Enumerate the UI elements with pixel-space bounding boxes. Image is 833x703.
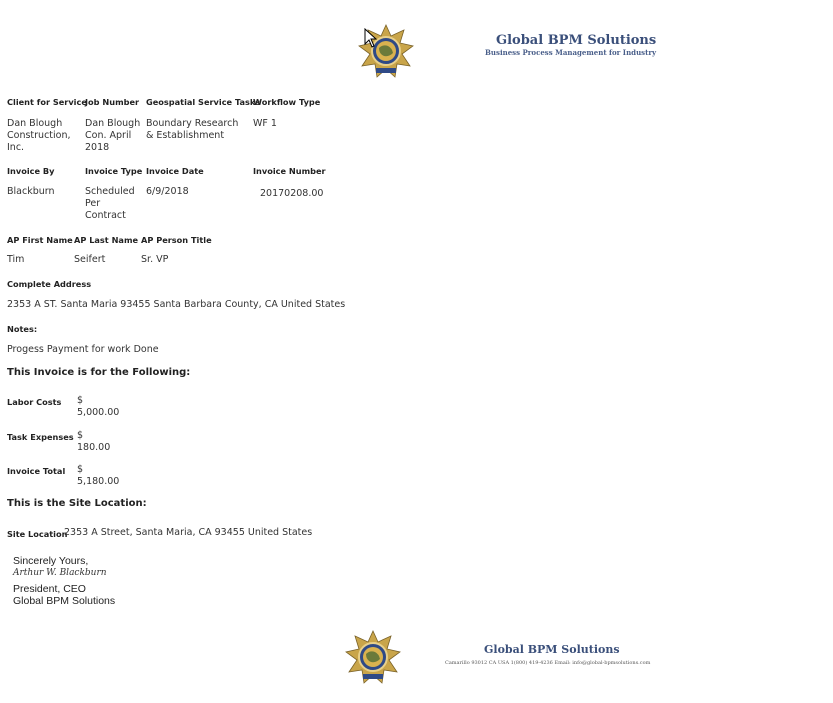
- invoice-date-value: 6/9/2018: [146, 186, 189, 197]
- workflow-type-label: Workflow Type: [253, 97, 321, 107]
- labor-costs-value: 5,000.00: [77, 407, 120, 418]
- invoice-number-value: 20170208.00: [260, 188, 324, 199]
- job-number-value: Dan Blough Con. April 2018: [85, 118, 141, 153]
- footer-contact: Camarillo 93012 CA USA 1(800) 419-4236 Email: info@global-bpmsolutions.com: [445, 660, 651, 666]
- task-expenses-value: 180.00: [77, 442, 111, 453]
- invoice-type-label: Invoice Type: [85, 166, 143, 176]
- mouse-cursor-icon: [364, 28, 378, 48]
- task-expenses-label: Task Expenses: [7, 432, 74, 442]
- invoice-type-value: Scheduled Per Contract: [85, 186, 135, 221]
- address-value: 2353 A ST. Santa Maria 93455 Santa Barbara County, CA United States: [7, 299, 346, 310]
- notes-label: Notes:: [7, 324, 38, 334]
- company-tagline: Business Process Management for Industry: [485, 48, 657, 57]
- invoice-date-label: Invoice Date: [146, 166, 204, 176]
- invoice-by-label: Invoice By: [7, 166, 55, 176]
- charges-heading: This Invoice is for the Following:: [7, 367, 191, 378]
- tasks-value: Boundary Research & Establishment: [146, 118, 239, 141]
- company-name: Global BPM Solutions: [496, 33, 657, 48]
- site-heading: This is the Site Location:: [7, 498, 147, 509]
- invoice-total-label: Invoice Total: [7, 466, 66, 476]
- ap-last-name-label: AP Last Name: [74, 235, 139, 245]
- footer-emblem-icon: [344, 630, 402, 686]
- client-value: Dan Blough Construction, Inc.: [7, 118, 71, 153]
- handwritten-signature: Arthur W. Blackburn: [13, 568, 107, 578]
- invoice-total-currency: $: [77, 464, 84, 475]
- job-number-label: Job Number: [85, 97, 140, 107]
- invoice-number-label: Invoice Number: [253, 166, 326, 176]
- address-label: Complete Address: [7, 279, 92, 289]
- ap-title-value: Sr. VP: [141, 254, 169, 265]
- tasks-label: Geospatial Service Tasks: [146, 97, 261, 107]
- closing-text: Sincerely Yours,: [13, 555, 89, 567]
- labor-costs-label: Labor Costs: [7, 397, 62, 407]
- client-label: Client for Service: [7, 97, 87, 107]
- task-expenses-currency: $: [77, 430, 84, 441]
- ap-last-name-value: Seifert: [74, 254, 106, 265]
- site-location-value: 2353 A Street, Santa Maria, CA 93455 United States: [64, 527, 313, 538]
- workflow-type-value: WF 1: [253, 118, 277, 129]
- site-location-label: Site Location: [7, 529, 68, 539]
- labor-costs-currency: $: [77, 395, 84, 406]
- footer-company-name: Global BPM Solutions: [484, 643, 620, 656]
- invoice-by-value: Blackburn: [7, 186, 55, 197]
- notes-value: Progess Payment for work Done: [7, 344, 159, 355]
- signer-title: President, CEO: [13, 583, 86, 595]
- invoice-total-value: 5,180.00: [77, 476, 120, 487]
- ap-first-name-value: Tim: [7, 254, 25, 265]
- ap-title-label: AP Person Title: [141, 235, 212, 245]
- signer-company: Global BPM Solutions: [13, 595, 116, 607]
- ap-first-name-label: AP First Name: [7, 235, 73, 245]
